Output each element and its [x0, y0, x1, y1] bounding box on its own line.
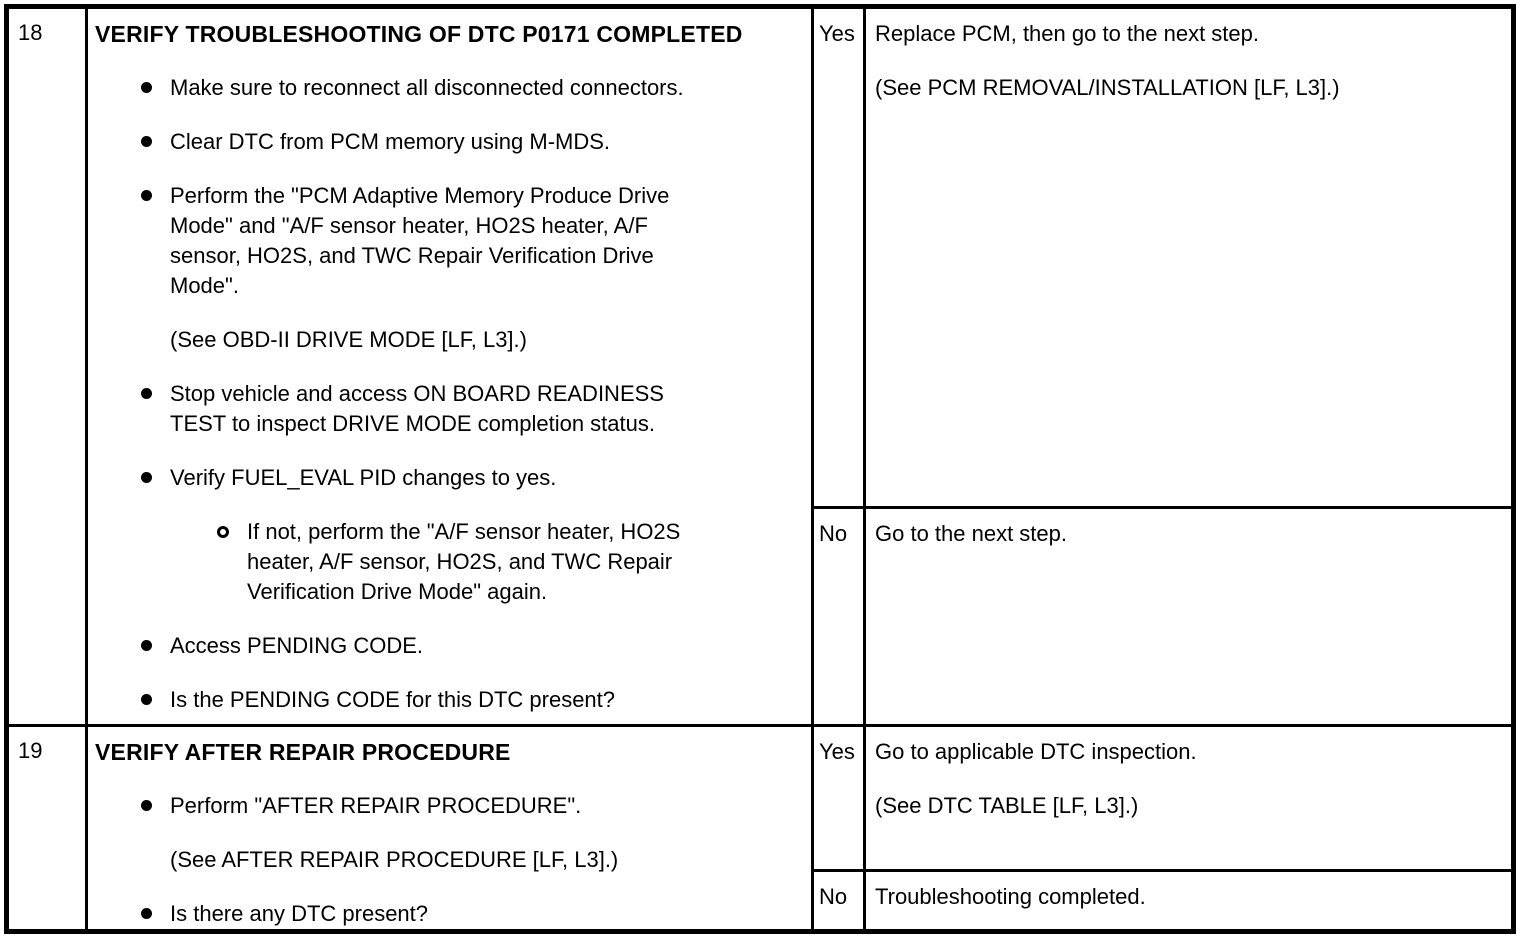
bullet-icon — [141, 82, 152, 93]
yes-label: Yes — [819, 739, 855, 764]
result-subrow-yes — [814, 9, 1511, 509]
table-row-step-18 — [9, 9, 1511, 724]
action-line: Go to the next step. — [875, 521, 1068, 546]
inspection-cell — [88, 9, 814, 724]
result-subrow-no — [814, 872, 1511, 929]
bullet-item — [141, 73, 811, 103]
no-label: No — [819, 884, 848, 909]
result-section — [814, 727, 1511, 929]
result-label-cell — [814, 9, 866, 506]
bullet-text: Is the PENDING CODE for this DTC present? — [170, 687, 616, 712]
action-line: (See PCM REMOVAL/INSTALLATION [LF, L3].) — [875, 75, 1340, 100]
bullet-item — [141, 463, 811, 493]
action-cell — [866, 9, 1511, 506]
bullet-text: Access PENDING CODE. — [170, 633, 424, 658]
result-subrow-yes — [814, 727, 1511, 872]
step-number-cell — [9, 9, 88, 724]
action-cell — [866, 509, 1511, 724]
bullet-icon — [141, 800, 152, 811]
sub-bullet-text: If not, perform the "A/F sensor heater, HO2S heater, A/F sensor, HO2S, and TWC Repair Verification Drive Mode" again. — [247, 519, 681, 604]
inspection-item-list — [95, 791, 811, 929]
no-label: No — [819, 521, 848, 546]
bullet-icon — [141, 694, 152, 705]
sub-bullet-item — [141, 517, 811, 607]
bullet-item — [141, 685, 811, 715]
bullet-text: Make sure to reconnect all disconnected connectors. — [170, 75, 684, 100]
bullet-icon — [141, 640, 152, 651]
action-cell — [866, 872, 1511, 929]
bullet-text: Perform "AFTER REPAIR PROCEDURE". — [170, 793, 582, 818]
action-line: Replace PCM, then go to the next step. — [875, 21, 1260, 46]
table-row-step-19 — [9, 724, 1511, 929]
action-line: Go to applicable DTC inspection. — [875, 739, 1197, 764]
bullet-text: Clear DTC from PCM memory using M-MDS. — [170, 129, 611, 154]
result-section — [814, 9, 1511, 724]
bullet-icon — [141, 472, 152, 483]
step-number: 19 — [18, 738, 43, 763]
note-text: (See AFTER REPAIR PROCEDURE [LF, L3].) — [170, 847, 619, 872]
step-number-cell — [9, 727, 88, 929]
bullet-text: Stop vehicle and access ON BOARD READINESS TEST to inspect DRIVE MODE completion status. — [170, 381, 664, 436]
bullet-icon — [141, 190, 152, 201]
inspection-item-list — [95, 73, 811, 715]
bullet-icon — [141, 136, 152, 147]
bullet-text: Verify FUEL_EVAL PID changes to yes. — [170, 465, 557, 490]
yes-label: Yes — [819, 21, 855, 46]
bullet-item — [141, 127, 811, 157]
bullet-icon — [141, 908, 152, 919]
bullet-item — [141, 181, 811, 301]
inspection-title: VERIFY AFTER REPAIR PROCEDURE — [95, 739, 511, 765]
action-line: Troubleshooting completed. — [875, 884, 1146, 909]
result-label-cell — [814, 727, 866, 869]
inspection-cell — [88, 727, 814, 929]
note-item — [141, 845, 811, 875]
bullet-item — [141, 631, 811, 661]
bullet-text: Perform the "PCM Adaptive Memory Produce Drive Mode" and "A/F sensor heater, HO2S heater, A/F sensor, HO2S, and TWC Repair Verification Drive Mode". — [170, 183, 670, 298]
note-item — [141, 325, 811, 355]
bullet-text: Is there any DTC present? — [170, 901, 429, 926]
result-label-cell — [814, 509, 866, 724]
bullet-item — [141, 899, 811, 929]
dtc-troubleshooting-table — [4, 4, 1516, 934]
inspection-title: VERIFY TROUBLESHOOTING OF DTC P0171 COMPLETED — [95, 21, 743, 47]
action-cell — [866, 727, 1511, 869]
circle-bullet-icon — [217, 526, 229, 538]
note-text: (See OBD-II DRIVE MODE [LF, L3].) — [170, 327, 527, 352]
bullet-item — [141, 791, 811, 821]
result-label-cell — [814, 872, 866, 929]
result-subrow-no — [814, 509, 1511, 724]
action-line: (See DTC TABLE [LF, L3].) — [875, 793, 1139, 818]
bullet-icon — [141, 388, 152, 399]
bullet-item — [141, 379, 811, 439]
step-number: 18 — [18, 20, 43, 45]
